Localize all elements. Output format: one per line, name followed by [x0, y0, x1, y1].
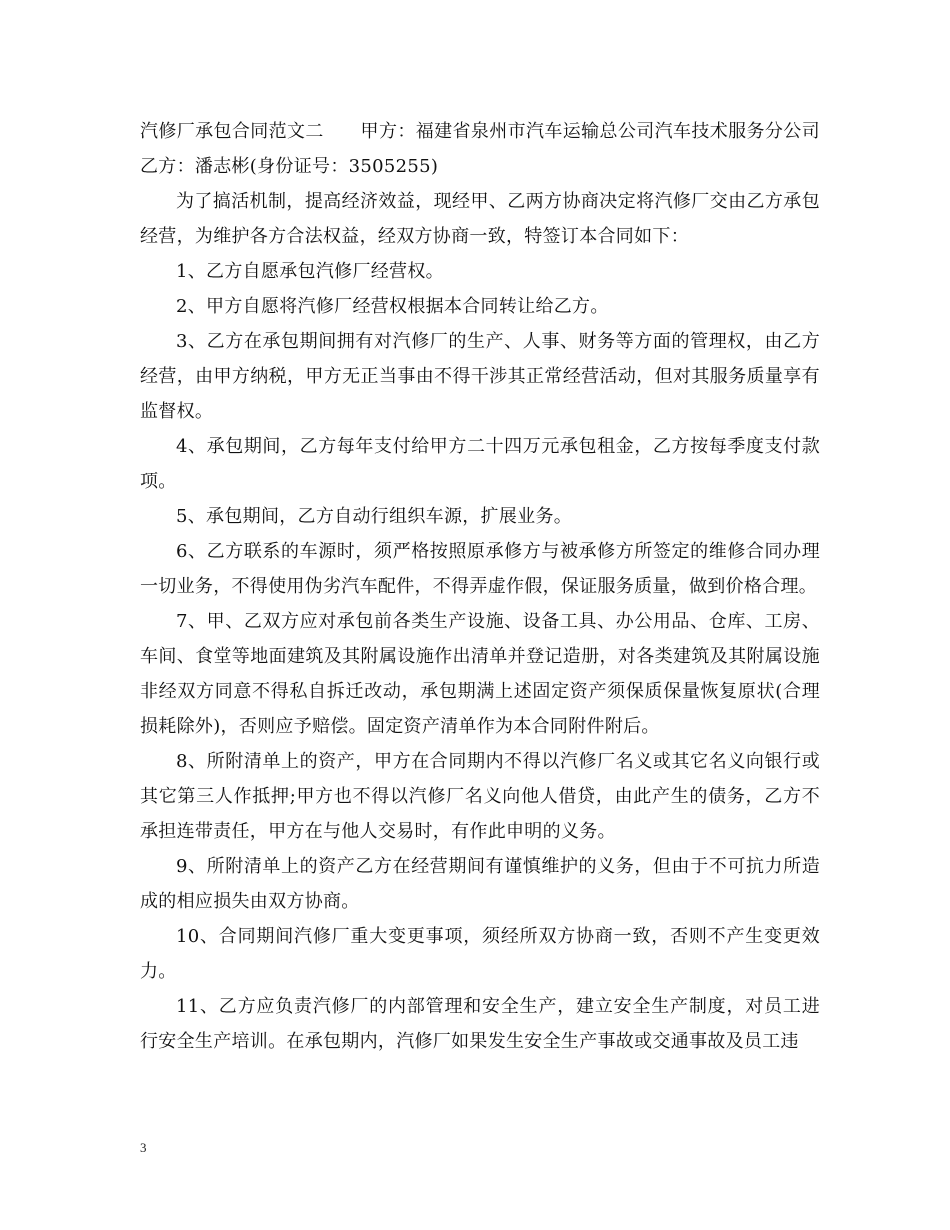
document-title-line: 汽修厂承包合同范文二 甲方：福建省泉州市汽车运输总公司汽车技术服务分公司 乙方：潘志彬(身份证号：3505255) [140, 121, 820, 177]
clause-5: 5、承包期间，乙方自动行组织车源，扩展业务。 [176, 506, 573, 527]
page-number: 3 [140, 1140, 147, 1155]
clause-11: 11、乙方应负责汽修厂的内部管理和安全生产，建立安全生产制度，对员工进行安全生产培训。在承包期内，汽修厂如果发生安全生产事故或交通事故及员工违 [140, 996, 820, 1052]
preamble-paragraph: 为了搞活机制，提高经济效益，现经甲、乙两方协商决定将汽修厂交由乙方承包经营，为维护各方合法权益，经双方协商一致，特签订本合同如下： [140, 191, 820, 247]
clause-1: 1、乙方自愿承包汽修厂经营权。 [176, 261, 444, 282]
clause-10: 10、合同期间汽修厂重大变更事项，须经所双方协商一致，否则不产生变更效力。 [140, 926, 820, 982]
clause-3: 3、乙方在承包期间拥有对汽修厂的生产、人事、财务等方面的管理权，由乙方经营，由甲方纳税，甲方无正当事由不得干涉其正常经营活动，但对其服务质量享有监督权。 [140, 331, 820, 422]
document-body [140, 114, 820, 1059]
clause-9: 9、所附清单上的资产乙方在经营期间有谨慎维护的义务，但由于不可抗力所造成的相应损失由双方协商。 [140, 856, 820, 912]
clause-4: 4、承包期间，乙方每年支付给甲方二十四万元承包租金，乙方按每季度支付款项。 [140, 436, 820, 492]
clause-2: 2、甲方自愿将汽修厂经营权根据本合同转让给乙方。 [176, 296, 609, 317]
clause-7: 7、甲、乙双方应对承包前各类生产设施、设备工具、办公用品、仓库、工房、车间、食堂等地面建筑及其附属设施作出清单并登记造册，对各类建筑及其附属设施非经双方同意不得私自拆迁改动，承包期满上述固定资产须保质保量恢复原状(合理损耗除外)，否则应予赔偿。固定资产清单作为本合同附件附后。 [140, 611, 820, 737]
clause-8: 8、所附清单上的资产，甲方在合同期内不得以汽修厂名义或其它名义向银行或其它第三人作抵押;甲方也不得以汽修厂名义向他人借贷，由此产生的债务，乙方不承担连带责任，甲方在与他人交易时，有作此申明的义务。 [140, 751, 820, 842]
clause-6: 6、乙方联系的车源时，须严格按照原承修方与被承修方所签定的维修合同办理一切业务，不得使用伪劣汽车配件，不得弄虚作假，保证服务质量，做到价格合理。 [140, 541, 820, 597]
